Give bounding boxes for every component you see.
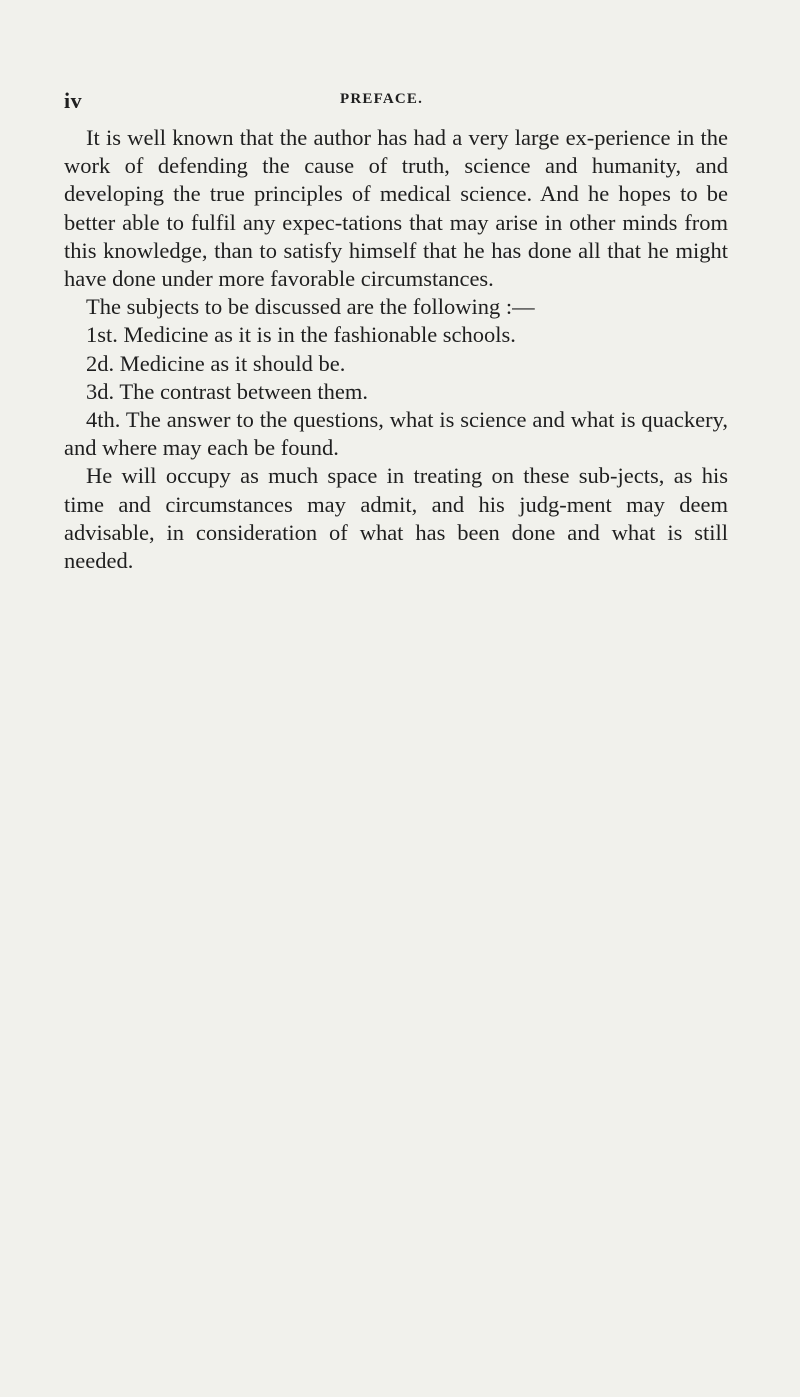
- book-page: [0, 88, 800, 1397]
- paragraph-intro: It is well known that the author has had a very large ex-perience in the work of defending the cause of truth, science and humanity, and developing the true principles of medical science. And he hopes to be better able to fulfil any expec-tations that may arise in other minds from this knowledge, than to satisfy himself that he has done all that he might have done under more favorable circumstances.: [64, 125, 728, 292]
- body-text: [64, 124, 728, 575]
- list-item: 1st. Medicine as it is in the fashionable schools.: [86, 322, 516, 348]
- paragraph-closing: He will occupy as much space in treating on these sub-jects, as his time and circumstances may admit, and his judg-ment may deem advisable, in consideration of what has been done and what is still needed.: [64, 463, 728, 574]
- list-item: 2d. Medicine as it should be.: [86, 350, 346, 376]
- paragraph-subjects: The subjects to be discussed are the following :—: [86, 294, 535, 320]
- list-item: 4th. The answer to the questions, what is science and what is quackery, and where may each be found.: [64, 407, 728, 461]
- page-number: iv: [64, 88, 83, 113]
- running-title: PREFACE.: [340, 91, 424, 107]
- list-item: 3d. The contrast between them.: [86, 378, 368, 404]
- running-head: [64, 88, 728, 124]
